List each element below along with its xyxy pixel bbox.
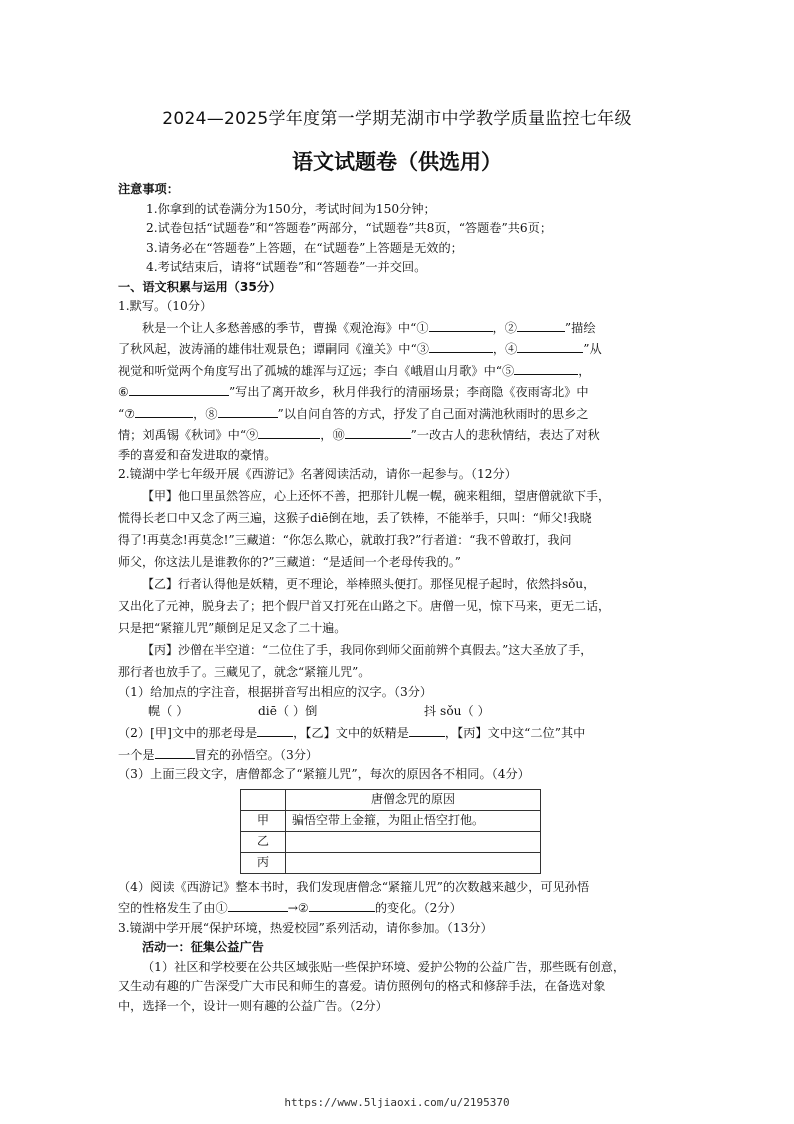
answer-blank[interactable] — [409, 722, 445, 737]
table-cell-answer[interactable] — [286, 852, 541, 873]
pinyin-item[interactable]: 幌（ ） — [148, 704, 189, 718]
activity-heading: 活动一：征集公益广告 — [142, 940, 264, 954]
q2-sub1: （1）给加点的字注音，根据拼音写出相应的汉字。（3分） — [118, 684, 433, 699]
answer-blank[interactable] — [257, 722, 293, 737]
pinyin-item[interactable]: 抖 sǒu（ ） — [424, 704, 490, 718]
passage-line: 【乙】行者认得他是妖精，更不理论，举棒照头便打。那怪见棍子起时，依然抖sǒu， — [142, 576, 596, 591]
answer-blank[interactable] — [135, 403, 193, 418]
q1-line: 了秋风起，波涛涌的雄伟壮观景色；谭嗣同《潼关》中“③ ，④ ”从 — [118, 338, 678, 360]
q2-sub4-cont: 空的性格发生了由① →② 的变化。（2分） — [118, 897, 678, 919]
passage-line: 慌得长老口中又念了两三遍，这猴子diē倒在地，丢了铁棒，不能举手，只叫：“师父!我晓 — [118, 510, 592, 525]
table-row-label: 丙 — [241, 852, 286, 873]
question-2-title: 2.镜湖中学七年级开展《西游记》名著阅读活动，请你一起参与。（12分） — [118, 467, 517, 481]
passage-line: 又出化了元神，脱身去了；把个假尸首又打死在山路之下。唐僧一见，惊下马来，更无二话， — [118, 598, 611, 613]
passage-line: 得了!再莫念!再莫念!”三藏道：“你怎么欺心，就敢打我?”行者道：“我不曾敢打，我问 — [118, 532, 572, 547]
table-cell-answer[interactable] — [286, 831, 541, 852]
q1-line: 秋是一个让人多愁善感的季节，曹操《观沧海》中“① ，② ”描绘 — [118, 317, 678, 339]
answer-blank[interactable] — [517, 317, 565, 332]
answer-blank[interactable] — [309, 897, 375, 912]
answer-blank[interactable] — [218, 403, 278, 418]
answer-blank[interactable] — [258, 424, 320, 439]
table-row-label: 乙 — [241, 831, 286, 852]
table-cell: 骗悟空带上金箍，为阻止悟空打他。 — [286, 810, 541, 831]
table-header: 唐僧念咒的原因 — [286, 789, 541, 810]
passage-line: 【丙】沙僧在半空道：“二位住了手，我同你到师父面前辨个真假去。”这大圣放了手， — [142, 642, 593, 657]
passage-line: 只是把“紧箍儿咒”颠倒足足又念了二十遍。 — [118, 620, 347, 635]
notice-item: 4.考试结束后，请将“试题卷”和“答题卷”一并交回。 — [146, 260, 427, 274]
table-row — [241, 852, 541, 873]
reason-table — [240, 789, 541, 874]
table-row-label: 甲 — [241, 810, 286, 831]
exam-body — [118, 180, 678, 1016]
exam-title: 2024—2025学年度第一学期芜湖市中学教学质量监控七年级 — [162, 109, 632, 129]
passage-line: 那行者也放手了。三藏见了，就念“紧箍儿咒”。 — [118, 664, 371, 679]
answer-blank[interactable] — [228, 897, 288, 912]
table-row — [241, 831, 541, 852]
notice-item: 2.试卷包括“试题卷”和“答题卷”两部分，“试题卷”共8页，“答题卷”共6页； — [146, 221, 553, 235]
answer-blank[interactable] — [429, 317, 493, 332]
q1-line: 视觉和听觉两个角度写出了孤城的雄浑与辽远；李白《峨眉山月歌》中“⑤ ， — [118, 360, 678, 382]
q1-line: “⑦ ，⑧ ”以自问自答的方式，抒发了自己面对满池秋雨时的思乡之 — [118, 403, 678, 425]
q3-line: 又生动有趣的广告深受广大市民和师生的喜爱。请仿照例句的格式和修辞手法，在备选对象 — [118, 979, 606, 993]
question-1-title: 1.默写。（10分） — [118, 299, 213, 313]
answer-blank[interactable] — [155, 744, 195, 759]
table-row — [241, 810, 541, 831]
exam-subtitle: 语文试题卷（供选用） — [292, 150, 502, 174]
q1-line: 季的喜爱和奋发进取的豪情。 — [118, 447, 277, 462]
section-heading: 一、语文积累与运用（35分） — [118, 279, 282, 294]
answer-blank[interactable] — [514, 360, 578, 375]
passage-bing — [118, 639, 678, 683]
passage-line: 师父，你这法儿是谁教你的?”三藏道：“是适间一个老母传我的。” — [118, 554, 461, 569]
table-row — [241, 789, 541, 810]
pinyin-item[interactable]: diē（ ）倒 — [258, 704, 318, 718]
passage-line: 【甲】他口里虽然答应，心上还怀不善，把那针儿幌一幌，碗来粗细，望唐僧就欲下手， — [142, 488, 611, 503]
q3-line: （1）社区和学校要在公共区域张贴一些保护环境、爱护公物的公益广告，那些既有创意， — [142, 959, 626, 974]
q1-line: 情；刘禹锡《秋词》中“⑨ ，⑩ ”一改古人的悲秋情结，表达了对秋 — [118, 424, 678, 446]
q2-sub4: （4）阅读《西游记》整本书时，我们发现唐僧念“紧箍儿咒”的次数越来越少，可见孙悟 — [118, 879, 590, 894]
q1-line: ⑥ ”写出了离开故乡，秋月伴我行的清丽场景；李商隐《夜雨寄北》中 — [118, 381, 678, 403]
question-3-title: 3.镜湖中学开展“保护环境，热爱校园”系列活动，请你参加。（13分） — [118, 920, 493, 935]
q2-sub2-cont: 一个是 冒充的孙悟空。（3分） — [118, 744, 678, 766]
passage-jia — [118, 485, 678, 573]
q2-sub2: （2）[甲]文中的那老母是 ，【乙】文中的妖精是 ，【丙】文中这“二位”其中 — [118, 722, 678, 744]
notice-item: 1.你拿到的试卷满分为150分，考试时间为150分钟； — [146, 201, 436, 216]
answer-blank[interactable] — [129, 381, 229, 396]
answer-blank[interactable] — [517, 338, 583, 353]
notice-item: 3.请务必在“答题卷”上答题，在“试题卷”上答题是无效的； — [146, 240, 463, 255]
answer-blank[interactable] — [345, 424, 411, 439]
notice-heading: 注意事项： — [118, 182, 179, 196]
table-cell — [241, 789, 286, 810]
answer-blank[interactable] — [429, 338, 493, 353]
pinyin-row — [118, 702, 678, 722]
q3-line: 中，选择一个，设计一则有趣的公益广告。（2分） — [118, 998, 388, 1013]
passage-yi — [118, 573, 678, 639]
footer-watermark-url: https://www.5ljiaoxi.com/u/2195370 — [284, 1096, 510, 1109]
q2-sub3: （3）上面三段文字，唐僧都念了“紧箍儿咒”，每次的原因各不相同。（4分） — [118, 767, 530, 781]
